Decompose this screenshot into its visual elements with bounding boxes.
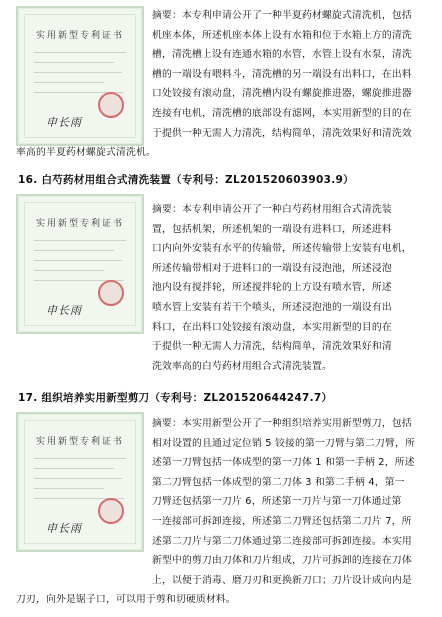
abstract-line: 喷水管上安装有若干个喷头，所述浸泡池的一端设有出 (152, 301, 392, 313)
abstract-tail: 率高的半夏药材螺旋式清洗机。 (16, 147, 156, 158)
certificate-text-line (34, 458, 126, 459)
red-seal-icon (98, 498, 124, 524)
red-seal-icon (98, 280, 124, 306)
abstract-line: 于提供一种无需人力清洗，结构简单，清洗效果好和清 (152, 341, 392, 353)
certificate-text-line (34, 62, 114, 63)
certificate-text-line (34, 468, 114, 469)
abstract-line: 槽，清洗槽上设有连通水箱的水管，水管上设有水泵，清洗 (152, 49, 412, 61)
certificate-text-line (34, 488, 104, 489)
abstract-line: 槽的一端设有喂料斗，清洗槽的另一端设有出料口，在出料 (152, 68, 412, 80)
signature-mark: 申长雨 (46, 116, 82, 129)
abstract-line: 连接有电机，清洗槽的底部设有滤网，本实用新型的目的在 (152, 107, 412, 119)
certificate-title: 实用新型专利证书 (35, 437, 124, 447)
abstract-line: 料口，在出料口处铰接有滚动盘，本实用新型的目的在 (152, 321, 392, 333)
abstract-line: 摘要：本实用新型公开了一种组织培养实用新型剪刀，包括 (152, 418, 412, 429)
certificate-text-line (34, 52, 126, 53)
abstract-line: 刀臂还包括第一刀片 6，所述第一刀片与第一刀体通过第 (152, 496, 402, 508)
patent-heading: 17. 组织培养实用新型剪刀（专利号：ZL201520644247.7） (18, 392, 333, 404)
abstract-line: 池内设有搅拌轮，所述搅拌轮的上方设有喷水管，所述 (152, 282, 392, 294)
abstract-line: 新型中的剪刀由刀体和刀片组成，刀片可拆卸的连接在刀体 (152, 555, 412, 567)
abstract-line: 述第一刀臂包括一体成型的第一刀体 1 和第一手柄 2，所述 (152, 457, 415, 469)
certificate-text-line (34, 260, 122, 261)
abstract-line: 置，包括机架，所述机架的一端设有进料口，所述进料 (152, 223, 392, 235)
signature-mark: 申长雨 (46, 304, 82, 317)
abstract-line: 口内向外安装有水平的传输带，所述传输带上安装有电机， (152, 243, 412, 255)
abstract-line: 述第二刀片与第二刀体通过第二连接部可拆卸连接。本实用 (152, 535, 412, 547)
abstract-line: 一连接部可拆卸连接，所述第二刀臂还包括第二刀片 7，所 (152, 515, 412, 527)
certificate-title: 实用新型专利证书 (35, 31, 124, 41)
certificate-text-line (34, 240, 126, 241)
patent-heading: 16. 白芍药材用组合式清洗装置（专利号：ZL201520603903.9） (18, 174, 354, 186)
abstract-paragraph (152, 414, 428, 590)
red-seal-icon (98, 92, 124, 118)
abstract-tail: 刀刃，向外是锯子口，可以用于剪和切硬质材料。 (16, 594, 236, 605)
certificate-title: 实用新型专利证书 (35, 219, 124, 229)
abstract-paragraph (152, 200, 428, 376)
abstract-line: 口处铰接有滚动盘，清洗槽内设有螺旋推进器，螺旋推进器 (152, 88, 412, 100)
abstract-line: 机座本体，所述机座本体上设有水箱和位于水箱上方的清洗 (152, 29, 412, 41)
abstract-line: 摘要：本专利申请公开了一种白芍药材用组合式清洗装 (152, 204, 392, 215)
abstract-line: 摘要：本专利申请公开了一种半夏药材螺旋式清洗机，包括 (152, 10, 412, 21)
abstract-line: 上，以便于消毒、磨刀刃和更换新刀口；刀片设计成向内是 (152, 574, 412, 586)
signature-mark: 申长雨 (46, 522, 82, 535)
abstract-paragraph (152, 6, 428, 143)
abstract-line: 所述传输带相对于进料口的一端设有浸泡池，所述浸泡 (152, 262, 392, 274)
certificate-text-line (34, 72, 122, 73)
abstract-line: 洗效率高的白芍药材用组合式清洗装置。 (152, 360, 332, 372)
certificate-text-line (34, 270, 104, 271)
abstract-line: 相对设置的且通过定位销 5 铰接的第一刀臂与第二刀臂，所 (152, 437, 415, 449)
patent-certificate-image (16, 194, 144, 334)
abstract-line: 于提供一种无需人力清洗，结构简单，清洗效果好和清洗效 (152, 127, 412, 139)
certificate-text-line (34, 478, 122, 479)
certificate-text-line (34, 82, 104, 83)
patent-certificate-image (16, 412, 144, 552)
patent-certificate-image (16, 6, 144, 146)
certificate-text-line (34, 250, 114, 251)
abstract-line: 第二刀臂包括一体成型的第二刀体 3 和第二手柄 4，第一 (152, 476, 405, 488)
